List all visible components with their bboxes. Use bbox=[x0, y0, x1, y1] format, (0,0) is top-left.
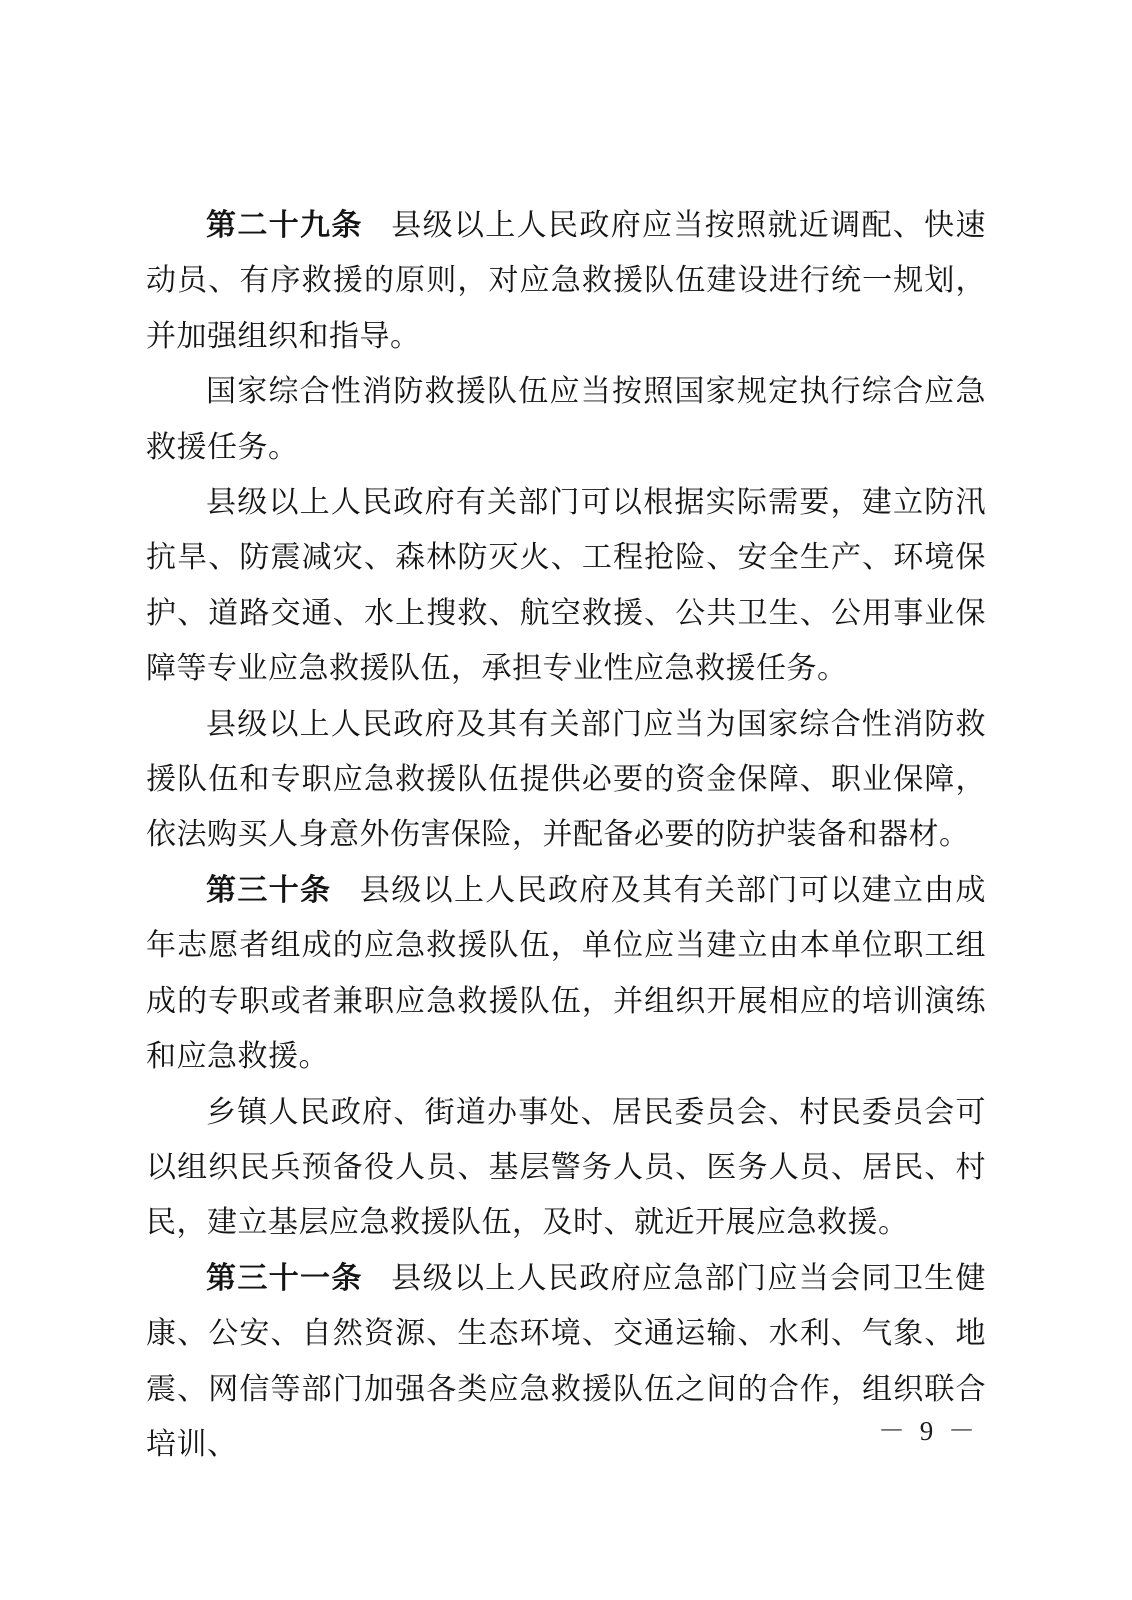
paragraph-article-29-clause-4 bbox=[146, 697, 986, 863]
article-30-text: 县级以上人民政府及其有关部门可以建立由成年志愿者组成的应急救援队伍，单位应当建立由本单位职工组成的专职或者兼职应急救援队伍，并组织开展相应的培训演练和应急救援。 bbox=[146, 873, 987, 1074]
article-29-clause-2-text: 国家综合性消防救援队伍应当按照国家规定执行综合应急救援任务。 bbox=[146, 375, 986, 464]
paragraph-article-31 bbox=[146, 1251, 986, 1473]
article-29-clause-4-text: 县级以上人民政府及其有关部门应当为国家综合性消防救援队伍和专职应急救援队伍提供必要的资金保障、职业保障，依法购买人身意外伤害保险，并配备必要的防护装备和器材。 bbox=[146, 707, 986, 852]
article-29-clause-3-text: 县级以上人民政府有关部门可以根据实际需要，建立防汛抗旱、防震减灾、森林防灭火、工程抢险、安全生产、环境保护、道路交通、水上搜救、航空救援、公共卫生、公用事业保障等专业应急救援队伍，承担专业性应急救援任务。 bbox=[146, 486, 986, 686]
page-number: － 9 － bbox=[878, 1416, 979, 1446]
paragraph-article-30 bbox=[146, 863, 986, 1085]
paragraph-article-29-clause-2 bbox=[146, 364, 986, 475]
article-31-text: 县级以上人民政府应急部门应当会同卫生健康、公安、自然资源、生态环境、交通运输、水利、气象、地震、网信等部门加强各类应急救援队伍之间的合作，组织联合培训、 bbox=[146, 1261, 987, 1461]
paragraph-article-29-clause-3 bbox=[146, 475, 986, 697]
paragraph-article-30-clause-2 bbox=[146, 1085, 986, 1251]
article-31-heading: 第三十一条 bbox=[206, 1261, 363, 1295]
article-30-heading: 第三十条 bbox=[206, 873, 332, 907]
article-29-text: 县级以上人民政府应当按照就近调配、快速动员、有序救援的原则，对应急救援队伍建设进行统一规划，并加强组织和指导。 bbox=[146, 209, 987, 353]
paragraph-article-29 bbox=[146, 198, 986, 364]
document-body bbox=[146, 198, 986, 1472]
article-29-heading: 第二十九条 bbox=[206, 209, 363, 242]
article-30-clause-2-text: 乡镇人民政府、街道办事处、居民委员会、村民委员会可以组织民兵预备役人员、基层警务人员、医务人员、居民、村民，建立基层应急救援队伍，及时、就近开展应急救援。 bbox=[146, 1095, 986, 1240]
